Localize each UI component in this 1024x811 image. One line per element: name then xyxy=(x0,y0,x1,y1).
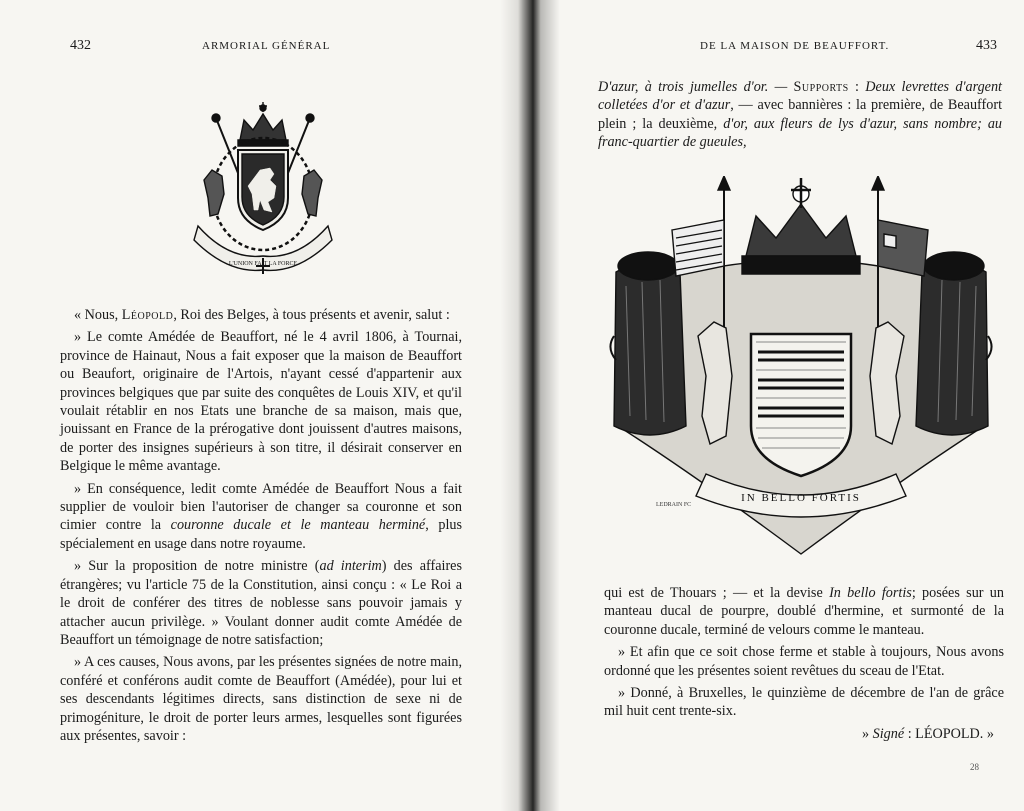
right-running-head: DE LA MAISON DE BEAUFFORT. xyxy=(700,40,890,52)
text-run: « Nous, xyxy=(74,307,122,323)
text-run: » Sur la proposition de notre ministre ( xyxy=(74,558,320,575)
beauffort-coat-of-arms xyxy=(606,176,996,556)
text-run: , plus spécialement en usage dans notre royaume. xyxy=(60,517,463,552)
paragraph xyxy=(60,480,462,554)
italic-run: d'or, aux fleurs de lys d'azur, sans nombre; au franc-quartier de gueules, xyxy=(598,115,1003,151)
belgian-royal-arms-emblem xyxy=(188,98,338,274)
left-page-text xyxy=(60,306,462,749)
right-page-bottom-text xyxy=(604,584,1004,747)
italic-run: Signé xyxy=(872,725,905,742)
paragraph xyxy=(604,643,1004,680)
text-run: qui est de Thouars ; — et la devise xyxy=(604,585,830,601)
text-run: » A ces causes, Nous avons, par les présentes signées de notre main, conféré et conférons audit comte de Beauffort (Amédée), pour lui et ses descendants légitimes directs, sans distinction de sexe ni de primogéniture, le droit de porter leurs armes, lesquelles sont figurées aux présentes, savoir : xyxy=(60,654,462,744)
paragraph xyxy=(60,557,462,649)
text-run: , — avec bannières : la première, de Beauffort plein ; la deuxième, xyxy=(598,97,1003,132)
right-page xyxy=(530,0,1024,811)
engraver-signature: LEDRAIN FC xyxy=(656,502,692,508)
italic-run: couronne ducale et le manteau herminé xyxy=(170,517,426,534)
text-run: : LÉOPOLD. » xyxy=(904,725,994,742)
text-run: » xyxy=(861,725,873,742)
text-run: » Donné, à Bruxelles, le quinzième de décembre de l'an de grâce mil huit cent trente-six. xyxy=(604,685,1004,720)
right-emblem-motto: IN BELLO FORTIS xyxy=(741,492,861,504)
left-emblem-motto: L'UNION FAIT LA FORCE xyxy=(228,261,298,267)
text-run: » Le comte Amédée de Beauffort, né le 4 avril 1806, à Tournai, province de Hainaut, Nous a fait exposer que la maison de Beauffort ou Beaufort, originaire de l'Artois, n'ayant cessé d'appartenir aux provinces belgiques que par suite des conquêtes de Louis XIV, et qu'il voulait rétablir en nos Etats une branche de sa maison, mais que, jouissant en France de la prérogative dont jouissent d'autres maisons, de porter des insignes supérieurs à son titre, il désirait conserver en Belgique le même avantage. xyxy=(60,329,462,475)
paragraph xyxy=(60,306,462,324)
paragraph xyxy=(604,684,1004,721)
paragraph xyxy=(60,653,462,745)
signature-mark: 28 xyxy=(970,762,979,772)
left-running-head: ARMORIAL GÉNÉRAL xyxy=(202,40,331,52)
text-run: » Et afin que ce soit chose ferme et stable à toujours, Nous avons ordonné que les présentes soient revêtues du sceau de l'Etat. xyxy=(604,644,1004,679)
italic-run: ad interim xyxy=(319,558,382,575)
text-run: : xyxy=(848,79,866,95)
paragraph xyxy=(604,584,1004,639)
text-run: ) des affaires étrangères; vu l'article 75 de la Constitution, ainsi conçu : « Le Roi a le droit de conférer des titres de noblesse sans pouvoir jamais y attacher aucun privilège. » Voulant donner audit comte Amédée de Beauffort un témoignage de notre satisfaction; xyxy=(60,558,462,648)
king-name: Léopold xyxy=(121,307,174,323)
text-run: » En conséquence, ledit comte Amédée de Beauffort Nous a fait supplier de vouloir bien l'autoriser de changer sa couronne et son cimier contre la xyxy=(60,480,462,534)
italic-run: D'azur, à trois jumelles d'or. — xyxy=(598,79,794,95)
right-page-top-text xyxy=(598,78,1002,156)
text-run: ; posées sur un manteau ducal de pourpre, doublé d'hermine, et surmonté de la couronne ducale, terminé de velours comme le manteau. xyxy=(604,585,1004,638)
paragraph xyxy=(60,328,462,475)
right-page-number: 433 xyxy=(976,38,997,53)
italic-run: Deux levrettes d'argent colletées d'or et d'azur xyxy=(598,79,1002,114)
paragraph xyxy=(598,78,1002,152)
signature-line xyxy=(604,725,1004,743)
text-run: , Roi des Belges, à tous présents et avenir, salut : xyxy=(173,307,450,323)
italic-run: In bello fortis xyxy=(829,585,912,601)
left-page-number: 432 xyxy=(70,38,91,53)
small-caps-run: Supports xyxy=(793,79,849,95)
